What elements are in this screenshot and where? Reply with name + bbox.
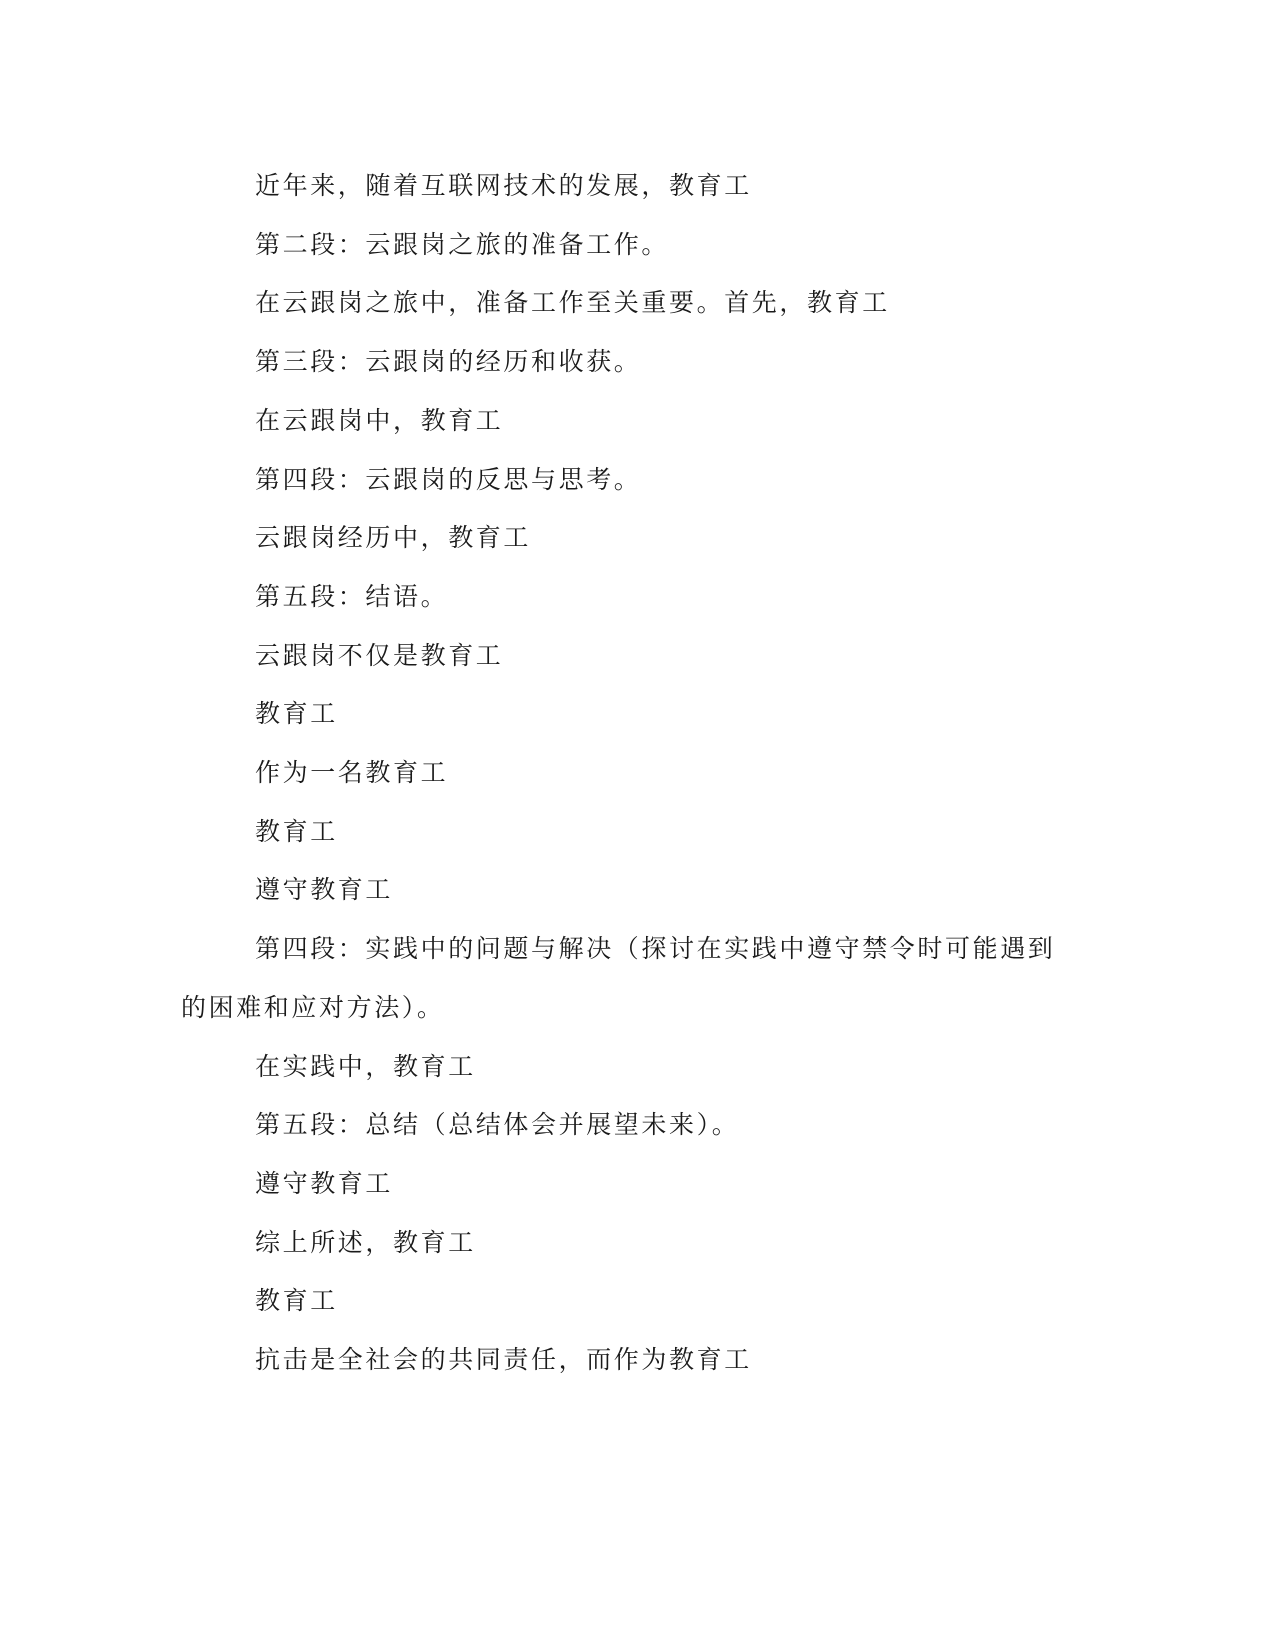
paragraph: 遵守教育工 (255, 1168, 394, 1198)
paragraph: 抗击是全社会的共同责任，而作为教育工 (255, 1345, 752, 1375)
paragraph: 第四段：云跟岗的反思与思考。 (255, 464, 642, 494)
document-body (181, 157, 1081, 1390)
paragraph: 第四段：实践中的问题与解决（探讨在实践中遵守禁令时可能遇到的困难和应对方法）。 (181, 934, 1056, 1022)
paragraph: 第五段：总结（总结体会并展望未来）。 (255, 1110, 740, 1140)
paragraph: 云跟岗经历中，教育工 (255, 523, 532, 553)
paragraph: 作为一名教育工 (255, 758, 449, 788)
paragraph: 近年来，随着互联网技术的发展，教育工 (255, 171, 752, 200)
paragraph: 第二段：云跟岗之旅的准备工作。 (255, 229, 670, 259)
paragraph: 第三段：云跟岗的经历和收获。 (255, 347, 642, 377)
paragraph: 云跟岗不仅是教育工 (255, 640, 504, 670)
paragraph: 教育工 (255, 816, 338, 846)
paragraph: 在云跟岗中，教育工 (255, 405, 504, 435)
paragraph: 在云跟岗之旅中，准备工作至关重要。首先，教育工 (255, 288, 890, 318)
paragraph: 教育工 (255, 699, 338, 729)
paragraph: 遵守教育工 (255, 875, 394, 905)
paragraph: 综上所述，教育工 (255, 1227, 476, 1257)
paragraph: 第五段：结语。 (255, 581, 449, 611)
paragraph: 教育工 (255, 1286, 338, 1316)
paragraph: 在实践中，教育工 (255, 1051, 476, 1081)
